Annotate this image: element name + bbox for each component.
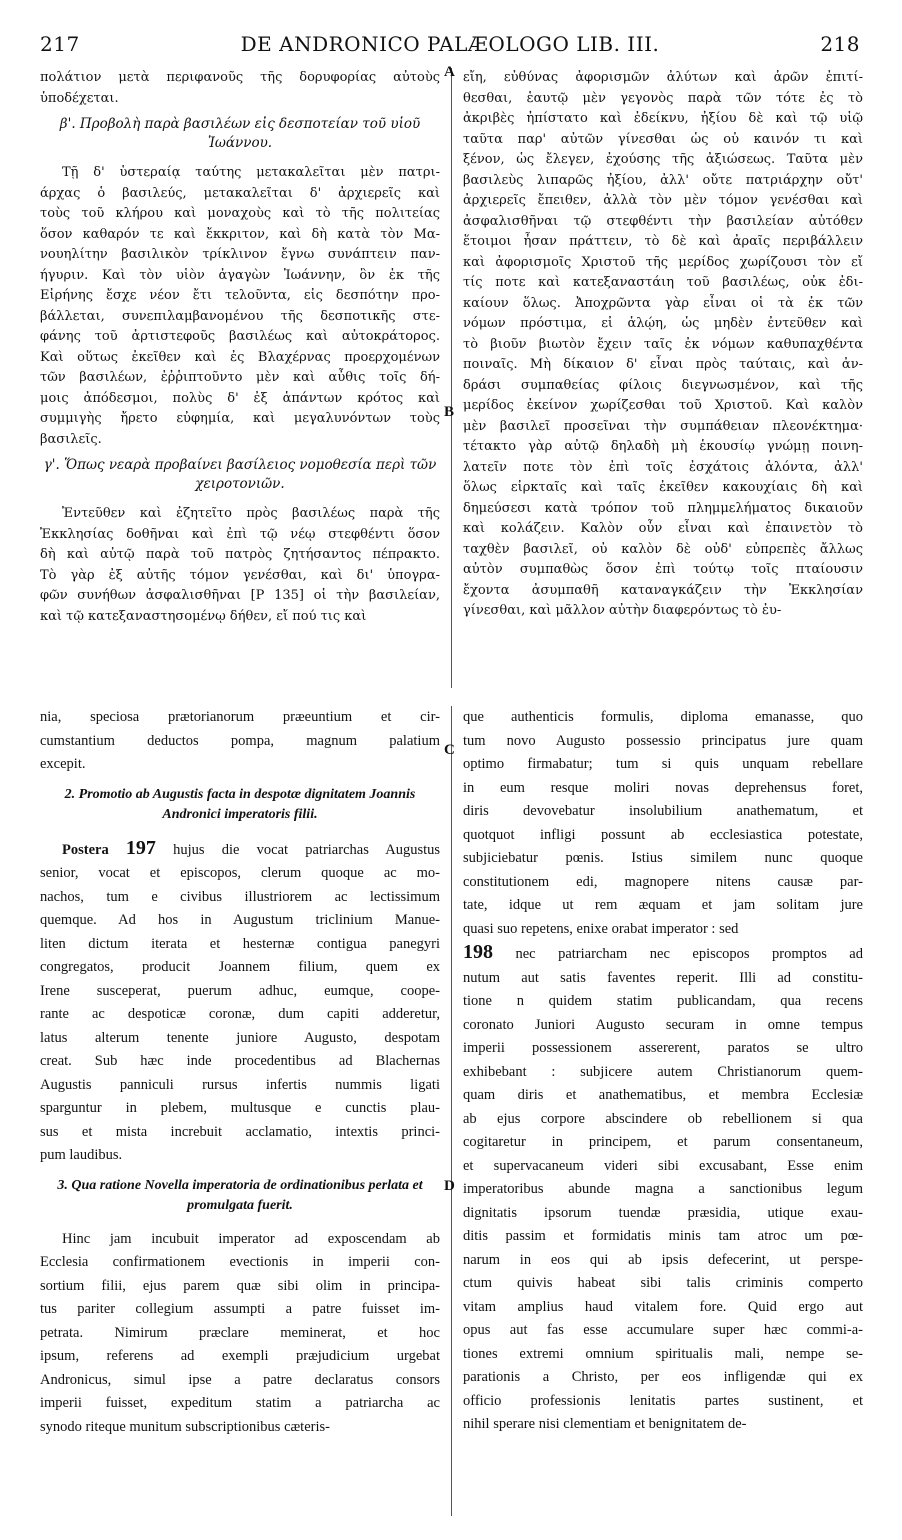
text-line: nachos, tum e civibus illustriorem ac lectissimum [40,888,440,905]
text-line: τὸ βιοῦν βιωτὸν ἔχειν ταῖς ἐκ νόμων καθυπαχθέντα [463,336,863,352]
text-line: ποιναῖς. Μὴ δίκαιον δ' εἶναι πρὸς ταύταις, καὶ ἀν- [463,357,863,372]
lead-word: Postera [62,841,109,858]
greek-column-right [463,68,863,622]
text-line: δὴ καὶ αὐτῷ παρὰ τοῦ πατρὸς ζητήσαντος πέπρακτο. [40,547,440,562]
text-line: cogitaretur in principem, et parum consentaneum, [463,1134,863,1150]
paragraph [463,706,863,941]
text-line: Ἐντεῦθεν καὶ ἐζητεῖτο πρὸς βασιλέως παρὰ τῆς [62,506,440,521]
text-line: ὅσον καθαρόν τε καὶ ἔκκριτον, καὶ δὴ κατὰ τὸν Μα- [40,226,440,242]
text-line: Augustis panniculi rursus infertis nummis ligati [40,1076,440,1093]
column-divider-top [451,68,452,688]
text-line: petrata. Nimirum præclare meminerat, et hoc [40,1324,440,1341]
text-line: ab ejus corpore abscindere ob rebellionem si qua [463,1110,863,1127]
marginal-number: 197 [125,836,156,859]
text-line: βασιλεῖς. [40,431,102,447]
text-line: Τὸ γὰρ ἐξ αὐτῆς τόμον γενέσθαι, καὶ δι' ὑπογρα- [40,567,440,583]
paragraph [40,1228,440,1440]
text-line: vitam amplius haud vitalem fore. Quid ergo aut [463,1298,863,1315]
column-divider-bottom [451,706,452,1516]
text-line: καὶ ἀφορισμοῖς Χριστοῦ τῆς μερίδος χωρίζουσι τὸν εἴ [463,254,863,270]
text-fragment: hujus die vocat patriarchas Augustus [173,841,440,858]
text-line: parationis a Christo, per eos infligendæ qui ex [463,1369,863,1385]
text-line: τοὺς τοῦ κλήρου καὶ μοναχοὺς καὶ τὸ τῆς πολιτείας [40,206,440,221]
marginal-number: 198 [463,941,493,963]
text-line: in eum resque moliri novas deprehensus foret, [463,779,863,796]
text-line: rante ac despoticæ coronæ, dum capiti adderetur, [40,1006,440,1022]
text-line: diris devovebatur insolubilium anathematum, et [463,803,863,819]
text-line: tus pariter collegium assumpti a patre fuisset im- [40,1301,440,1317]
text-line: Ecclesia confirmationem evectionis in imperii con- [40,1254,440,1270]
text-line: τέτακτο γὰρ αὐτῷ δηλαδὴ μὴ ἑκουσίῳ γνώμῃ ποινη- [463,439,863,454]
text-line: senior, vocat et episcopos, clerum quoque ac mo- [40,865,440,881]
text-line: narum in eos qui ab ipsis defecerint, ut perspe- [463,1251,863,1268]
greek-column-left [40,68,440,627]
text-line: sus et mista increbuit acclamatio, intextis princi- [40,1123,440,1140]
text-line: latus alterum tenente juniore Augusto, despotam [40,1029,440,1046]
text-line: nihil sperare nisi clementiam et benignitatem de- [463,1416,747,1432]
text-line: coronato Juniori Augusto securam in omne tempus [463,1016,863,1033]
text-line: τῶν βασιλέων, ἐῤῥιπτοῦντο μὲν καὶ αὖθις τοῖς δή- [40,370,440,385]
text-line: tione n quidem statim publicandam, qua recens [463,993,863,1009]
text-line: φῶν συνήθων ἀσφαλισθῆναι [P 135] οἱ τὴν βασιλείαν, [40,588,440,603]
section-heading: 3. Qua ratione Novella imperatoria de ordinationibus perlata et promulgata fuerit. [57,1177,423,1213]
text-line: ήγυριν. Καὶ τὸν υἱὸν ἀγαγὼν Ἰωάννην, ὃν ἐκ τῆς [40,267,440,283]
text-line: Εἰρήνης ἔσχε νέον ἔτι τελοῦντα, εἰς δεσπότην προ- [40,288,440,303]
text-line [40,837,440,863]
text-line: εἴη, εὐθύνας ἀφορισμῶν ἀλύτων καὶ ἀρῶν ἐπιτί- [463,70,863,85]
text-line: liten dictum iterata et hesternæ contigua panegyri [40,935,440,952]
text-line: excepit. [40,756,86,772]
margin-letter-b: B [444,404,455,420]
section-heading: β'. Προβολὴ παρὰ βασιλέων εἰς δεσποτείαν τοῦ υἱοῦ Ἰωάννου. [59,116,421,151]
text-line: quotquot infligi possunt ab ecclesiastica potestate, [463,826,863,843]
text-line: constitutionem edi, magnopere nitens causæ par- [463,873,863,890]
text-line: ἀκριβὲς ἠπίστατο καὶ ἐδείκνυ, ἠξίου δὲ καὶ τῷ υἱῷ [463,111,863,126]
text-line: ὅλως εἰρκταῖς καὶ ταῖς ἐκεῖθεν κακουχίαις δὴ καὶ [463,480,863,495]
text-line: νουηλίτην βασιλικὸν τρίκλινον ἔγνω συνάπτειν παν- [40,247,440,262]
text-line: Καὶ οὕτως ἐκεῖθεν καὶ ἐς Βλαχέρνας προερχομένων [40,349,440,365]
text-line: tum novo Augusto possessio principatus jure quam [463,732,863,749]
margin-letter-a: A [444,64,455,80]
text-line: subjiciebatur pœnis. Istius similem nunc quoque [463,850,863,866]
text-line: Andronicus, simul ipse a patre declaratus consors [40,1371,440,1388]
text-line: ὑποδέχεται. [40,90,119,106]
text-line: quemque. Ad hos in Augustum triclinium Manue- [40,912,440,928]
text-line: Hinc jam incubuit imperator ad exposcendam ab [62,1230,440,1247]
text-line: sortium filii, ejus parem quæ sibi olim in principa- [40,1277,440,1294]
page-number-right: 218 [820,32,860,56]
text-line: καίουν ὅλως. Ἀποχρῶντα γὰρ εἶναι οἱ τὰ ἐκ τῶν [463,295,863,311]
text-line: sparguntur in plebem, multusque e cunctis plau- [40,1100,440,1116]
text-line: ditis passim et formidatis minis tam atroc um pœ- [463,1228,863,1244]
text-line: ταῦτα παρ' αὐτῶν γίνεσθαι ὡς οὐ καινόν τι καὶ [463,131,863,147]
text-line: ἀσφαλισθῆναι τῷ στεφθέντι τὴν βασιλείαν αὐτόθεν [463,213,863,229]
text-line: que authenticis formulis, diploma emanasse, quo [463,709,863,725]
text-line: opus aut fas esse accumulare super hæc commi-a- [463,1322,863,1338]
text-line: ἀρχιερεῖς ἔπειθεν, ἀλλὰ τὸν μὲν τόμον γενέσθαι καὶ [463,193,863,208]
latin-column-right [463,706,863,1437]
text-line: πολάτιον μετὰ περιφανοῦς τῆς δορυφορίας αὐτοὺς [40,70,440,85]
running-header [40,32,860,58]
text-line: δράσι συμπαθείας φίλοις διεγνωσμένον, καὶ τῆς [463,377,863,393]
text-line: τίς ποτε καὶ κατεξαναστάιη τοῦ βασιλέως, οὐκ ἐδι- [463,275,863,290]
paragraph [463,967,863,1437]
text-line [463,941,863,967]
text-line: Τῇ δ' ὑστεραίᾳ ταύτης μετακαλεῖται μὲν πατρι- [62,165,440,180]
text-line: Ἐκκλησίας δοθῆναι καὶ ἐπὶ τῷ νέῳ στεφθέντι ὅσον [40,526,440,542]
text-line: ἔχοντα ἀσυμπαθῆ καταναγκάζειν τὴν Ἐκκλησίαν [463,582,863,598]
latin-column-left [40,706,440,1439]
paragraph [40,706,440,777]
text-line: tate, idque ut rem æquam et jam solitam jure [463,897,863,913]
text-line: αὐτὸν συμπαθὼς ὅσον ἐπὶ τούτῳ τοῖς πταίουσιν [463,562,863,577]
text-line: ταχθὲν βασιλεῖ, οὐ καλὸν δὲ οὐδ' εὐπρεπὲς ἄλλως [463,541,863,557]
text-line: δημεύσεσι κατὰ τρόπον τοῦ πλημμελήματος δικαιοῦν [463,500,863,516]
text-line: nutum aut satis faventes reperit. Illi ad constitu- [463,969,863,986]
page-number-left: 217 [40,32,80,56]
text-line: et supervacaneum videri sibi excusabant, Esse enim [463,1157,863,1174]
text-line: βασιλεὺς λιπαρῶς ἠξίου, ἀλλ' οὔτε πατριάρχην οὔτ' [463,172,863,188]
margin-letter-c: C [444,742,455,758]
text-line: μοις ἀπόδεσμοι, πολὺς δ' ἐξ ἁπάντων κρότος καὶ [40,390,440,406]
text-line: pum laudibus. [40,1147,123,1163]
text-line: creat. Sub hæc inde procedentibus ad Blachernas [40,1053,440,1069]
margin-letter-d: D [444,1178,455,1194]
text-line: λατεῖν ποτε τὸν ἐπὶ τοῖς ἐσχάτοις ἁλόντα, ἀλλ' [463,459,863,475]
text-line: tiones extremi omnium spiritualis mali, nempe se- [463,1345,863,1362]
running-title: DE ANDRONICO PALÆOLOGO LIB. III. [240,32,660,56]
text-line: synodo riteque munitum subscriptionibus cæteris- [40,1418,330,1435]
text-line: Irene susceperat, puerum adhuc, eumque, coope- [40,982,440,999]
text-line: φάνης τοῦ ἀρτιστεφοῦς βασιλέως καὶ αὐτοκράτορος. [40,329,440,344]
paragraph [463,68,863,622]
text-line: καὶ κολάζειν. Καλὸν οὖν εἶναι καὶ ἐπαινετὸν τὸ [463,521,863,536]
text-line: μερίδος ἐκείνον χωρίζεσθαι τοῦ Χριστοῦ. Καὶ καλὸν [463,398,863,413]
text-line: nia, speciosa prætorianorum præeuntium et cir- [40,709,440,725]
text-line: ctum quivis habeat sibi talis criminis comperto [463,1275,863,1291]
text-line: νόμων πρόστιμα, εἰ ἁλῴη, ὡς μηδὲν ἐντεῦθεν καὶ [463,316,863,331]
text-line: officio professionis lenitatis partes sustinent, et [463,1392,863,1409]
text-line: καὶ τῷ κατεξαναστησομένῳ δήθεν, εἴ πού τις καὶ [40,608,367,624]
text-line: exhibebant : subjicere autem Christianorum quem- [463,1063,863,1080]
section-heading: γ'. Ὅπως νεαρὰ προβαίνει βασίλειος νομοθεσία περὶ τῶν χειροτονιῶν. [43,457,437,492]
text-line: imperii possessionem assererent, paratos se ultro [463,1040,863,1056]
text-line: congregatos, producit Joannem filium, quem ex [40,959,440,975]
text-line: βάλλεται, συνεπιλαμβανομένου τῆς δεσποτικῆς στε- [40,308,440,324]
text-line: συμμιγὴς ἤρετο εὐφημία, καὶ μεγαλυνόντων τοὺς [40,411,440,426]
text-line: θεσθαι, ἑαυτῷ μὲν γεγονὸς παρὰ τῶν τότε ἐς τὸ [463,90,863,106]
text-line: cumstantium deductos pompa, magnum palatium [40,732,440,749]
text-line: quam diris et anathematibus, et membra Ecclesiæ [463,1087,863,1103]
paragraph [40,163,440,450]
text-fragment: nec patriarcham nec episcopos promptos ad [515,946,863,962]
text-line: μὲν βασιλεῖ προσεῖναι τὴν συμπάθειαν πλεονέκτημα· [463,418,863,434]
text-line: ξένον, ὡς ἔλεγεν, ἐχούσης τῆς ἀξιώσεως. Ταῦτα μὲν [463,152,863,167]
text-line: ipsum, referens ad exempli præjudicium urgebat [40,1348,440,1364]
section-heading: 2. Promotio ab Augustis facta in despotæ dignitatem Joannis Andronici imperatoris filii. [64,786,416,822]
text-line: quasi suo repetens, enixe orabat imperator : sed [463,920,739,937]
text-line: ἕτοιμοι ἦσαν πράττειν, τὸ δὲ καὶ ἀραῖς περιβάλλειν [463,234,863,249]
text-line: imperii fuisset, expeditum statim a patriarcha ac [40,1395,440,1411]
text-line: γίνεσθαι, καὶ μᾶλλον αὐτὴν διαφερόντως τὸ ἐυ- [463,603,782,618]
text-line: dignitatis ipsorum tuendæ præsidia, utique exau- [463,1204,863,1221]
paragraph [40,862,440,1168]
text-line: optimo firmabatur; tum si quis unquam rebellare [463,756,863,772]
text-line: imperatoribus abunde magna a sanctionibus legum [463,1181,863,1197]
text-line: άρχας ὁ βασιλεύς, μετακαλεῖται δ' ἀρχιερεῖς καὶ [40,185,440,201]
paragraph [40,504,440,627]
